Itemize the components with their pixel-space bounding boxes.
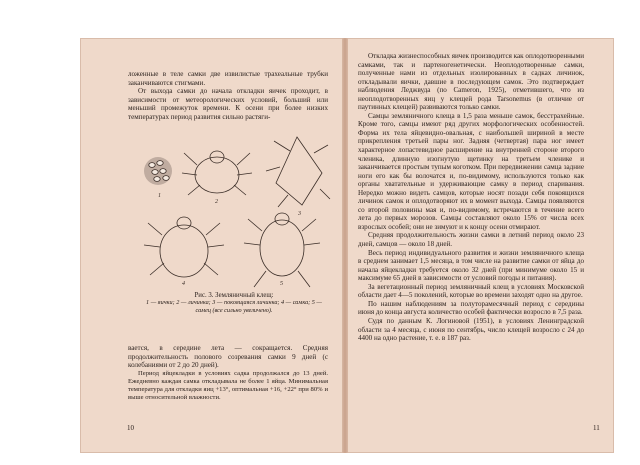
right-page: [348, 38, 614, 453]
paragraph: За вегетационный период земляничный клещ в условиях Московской области дает 4—5 поколений, которые во времени заходят одно на другое.: [358, 282, 584, 300]
left-bottom-text: [128, 344, 328, 402]
figure-label-5: 5: [280, 281, 283, 287]
paragraph: От выхода самки до начала откладки яичек проходит, в зависимости от метеорологических условий, больший или меньший промежуток времени. К осени при более низких температурах период развития сильно растяги-: [128, 87, 328, 121]
paragraph: Средняя продолжительность жизни самки в летний период около 23 дней, самцов — около 18 дней.: [358, 231, 584, 249]
paragraph: По нашим наблюдениям за полуторамесячный период с середины июня до конца августа количество особей фактически возросло в 7,5 раза.: [358, 299, 584, 317]
male-mite-drawing: [244, 213, 320, 287]
paragraph: ложенные в теле самки две извилистые трахеальные трубки заканчиваются стигмами.: [128, 70, 328, 87]
figure-label-2: 2: [215, 199, 218, 205]
paragraph: Откладка жизнеспособных яичек производится как оплодотворенными самками, так и партеногенетически. Неоплодотворенные самки, полученные нами из отдельных изолированных в садках личинок, откладывали яички, давшие в последующем самок. Это подтверждает наблюдения Леджвуда (по Cameron, 1925), отметившего, что из неоплодотворенных яиц у клещей рода Tarsonemus (в отличие от паутинных клещей) развиваются только самки.: [358, 52, 584, 112]
resting-larva-drawing: [266, 137, 330, 207]
page-number-right: 11: [593, 424, 600, 432]
paragraph: Самцы земляничного клеща в 1,5 раза меньше самок, бесстрахейные. Кроме того, самцы имеют ряд других морфологических особенностей. Форма их тела яйцевидно-овальная, с наибольшей шириной в месте прикрепления третьей пары ног. Задняя (четвертая) пара ног имеет характерное лопастевидное расширение на внутренней стороне второго членика, длинную изогнутую щетинку на третьем членике и заканчивается простым тупым коготком. При передвижении самца задние ноги его как бы волочатся и, по-видимому, используются только как органы хватательные и удерживающие самку в период спаривания. Нередко можно видеть самцов, которые носят позади себя покоящихся личинок самок и оплодотворяют их в момент выхода. Самцы появляются со второй половины мая и, по-видимому, встречаются в течение всего лета до первых морозов. Самцы составляют около 15% от числа всех взрослых особей; они не зимуют и к концу осени отмирают.: [358, 111, 584, 231]
right-body-text: [358, 52, 584, 343]
paragraph: Весь период индивидуального развития и жизни земляничного клеща в среднем занимает 1,5 месяца, в том числе на развитие самки от яйца до начала яйцекладки требуется около 32 дней (при минимуме около 15 и максимуме 65 дней в зависимости от условий погоды и питания).: [358, 248, 584, 283]
paragraph: Судя по данным К. Логиновой (1951), в условиях Ленинградской области за 4 месяца, с июня по сентябрь, число клещей возросло с 24 до 4400 на одно растение, т. е. в 187 раз.: [358, 316, 584, 343]
paragraph: Период яйцекладки в условиях садка продолжался до 13 дней. Ежедневно каждая самка откладывала не более 1 яйца. Минимальная температура для откладки яиц +13°, оптимальная +16, +22° при 80% и выше относительной влажности.: [128, 369, 328, 401]
page-number-left: 10: [127, 424, 134, 432]
mite-drawings: [142, 123, 332, 293]
paragraph: вается, в середине лета — сокращается. Средняя продолжительность полового созревания самки 9 дней (с колебаниями от 2 до 20 дней).: [128, 344, 328, 370]
left-top-text: [128, 70, 328, 121]
figure-label-1: 1: [158, 193, 161, 199]
book-spread: [80, 38, 614, 453]
caption-title: Рис. 3. Земляничный клещ:: [194, 292, 274, 299]
figure-caption: [140, 292, 328, 314]
caption-body: 1 — яички; 2 — личинка; 3 — покоящаяся личинка; 4 — самка; 5 — самец (все сильно увеличено).: [146, 299, 322, 314]
figure-label-3: 3: [298, 211, 301, 217]
eggs-drawing: [144, 157, 172, 185]
left-page: [80, 38, 342, 453]
mite-illustration: [142, 123, 332, 293]
female-mite-drawing: [144, 217, 224, 277]
larva-drawing: [182, 151, 252, 195]
figure-label-4: 4: [182, 281, 185, 287]
